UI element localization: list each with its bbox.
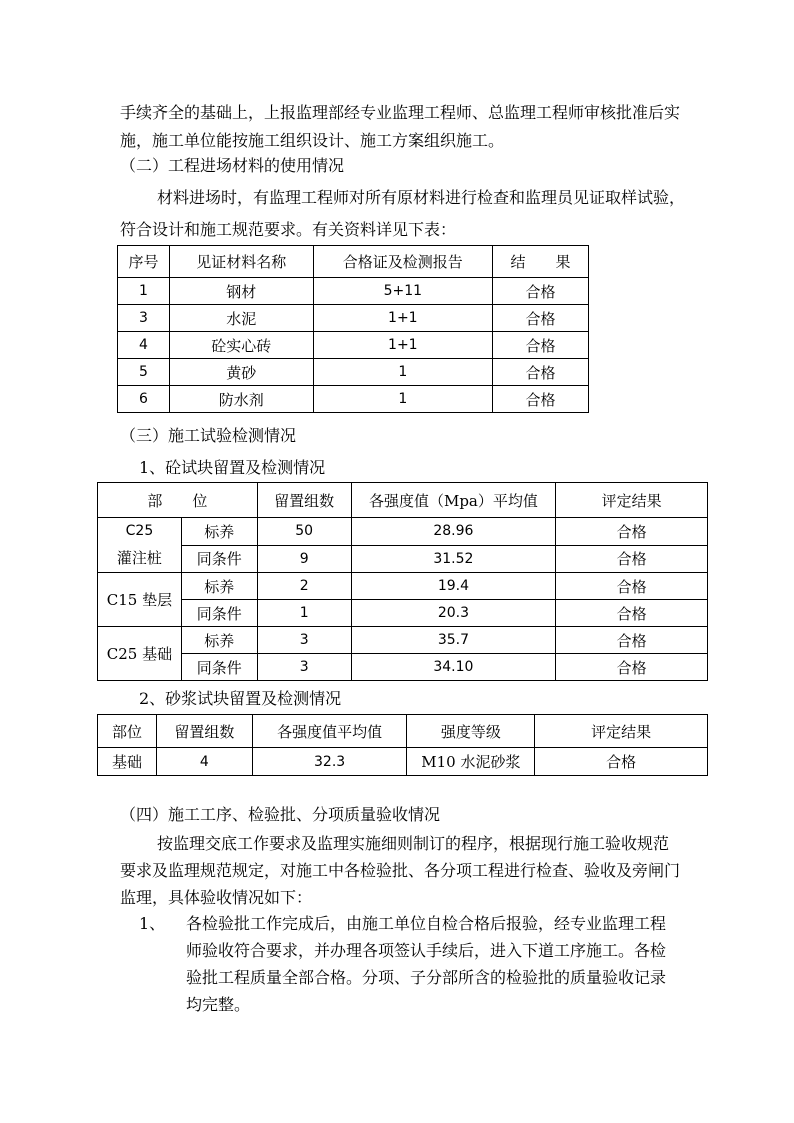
item1-line4: 均完整。: [186, 995, 251, 1014]
table-cell: 砼实心砖: [169, 332, 313, 359]
table-cell: 9: [257, 545, 351, 573]
table-cell: 合格: [556, 518, 708, 546]
table-cell: 1: [313, 386, 493, 413]
section2-heading: （二）工程进场材料的使用情况: [120, 156, 345, 175]
table-cell: 1: [118, 278, 170, 305]
item1-line1: 各检验批工作完成后，由施工单位自检合格后报验，经专业监理工程: [186, 914, 667, 933]
table-cell: 钢材: [169, 278, 313, 305]
header-cell: 见证材料名称: [169, 246, 313, 278]
section2-line2: 符合设计和施工规范要求。有关资料详见下表：: [120, 220, 457, 239]
header-cell: 评定结果: [535, 715, 708, 748]
table-cell: 同条件: [181, 600, 257, 627]
section3-sub1: 1、砼试块留置及检测情况: [139, 458, 326, 477]
table-cell: 合格: [493, 359, 589, 386]
table-cell: 4: [156, 748, 252, 776]
header-cell: 强度等级: [407, 715, 535, 748]
item1-marker: 1、: [139, 914, 166, 933]
table-cell: 4: [118, 332, 170, 359]
table-row: [98, 748, 708, 776]
table-cell: 1+1: [313, 332, 493, 359]
table-cell: 1: [257, 600, 351, 627]
table-cell: 50: [257, 518, 351, 546]
table-cell: 黄砂: [169, 359, 313, 386]
header-cell: 部 位: [98, 483, 258, 518]
group-cell: [98, 518, 182, 573]
header-cell: 合格证及检测报告: [313, 246, 493, 278]
group-name-line1: C25: [125, 523, 154, 539]
header-cell: 序号: [118, 246, 170, 278]
para1-line1: 手续齐全的基础上，上报监理部经专业监理工程师、总监理工程师审核批准后实: [120, 103, 681, 122]
table-row: [98, 545, 708, 573]
header-cell: 留置组数: [257, 483, 351, 518]
table-cell: 合格: [493, 305, 589, 332]
table-row: [98, 627, 708, 654]
table-cell: 同条件: [181, 654, 257, 681]
table-cell: 5: [118, 359, 170, 386]
table-row: [118, 278, 589, 305]
table-cell: 合格: [556, 573, 708, 600]
table-cell: 合格: [556, 627, 708, 654]
section4-line1: 按监理交底工作要求及监理实施细则制订的程序，根据现行施工验收规范: [157, 834, 670, 853]
table-cell: 合格: [493, 332, 589, 359]
group-name-line2: 灌注桩: [116, 549, 162, 567]
table-cell: 同条件: [181, 545, 257, 573]
table-cell: 3: [118, 305, 170, 332]
table-cell: 标养: [181, 518, 257, 546]
table-cell: 标养: [181, 627, 257, 654]
table-cell: 3: [257, 654, 351, 681]
table-cell: 19.4: [351, 573, 556, 600]
section2-line1: 材料进场时，有监理工程师对所有原材料进行检查和监理员见证取样试验，: [157, 188, 686, 207]
table-row: [98, 654, 708, 681]
item1-line2: 师验收符合要求，并办理各项签认手续后，进入下道工序施工。各检: [186, 941, 667, 960]
header-cell: 结 果: [493, 246, 589, 278]
header-cell: 各强度值平均值: [252, 715, 407, 748]
table-cell: 28.96: [351, 518, 556, 546]
item1-line3: 验批工程质量全部合格。分项、子分部所含的检验批的质量验收记录: [186, 968, 667, 987]
section4-line2: 要求及监理规范规定，对施工中各检验批、各分项工程进行检查、验收及旁闸门: [120, 861, 681, 880]
table-cell: 5+11: [313, 278, 493, 305]
header-cell: 各强度值（Mpa）平均值: [351, 483, 556, 518]
header-cell: 留置组数: [156, 715, 252, 748]
table-cell: 合格: [493, 386, 589, 413]
table-row: [118, 359, 589, 386]
section4-line3: 监理，具体验收情况如下：: [120, 888, 313, 907]
table-cell: 防水剂: [169, 386, 313, 413]
table-cell: 6: [118, 386, 170, 413]
table-cell: 合格: [556, 600, 708, 627]
table-row: [98, 573, 708, 600]
table-cell: 水泥: [169, 305, 313, 332]
section4-heading: （四）施工工序、检验批、分项质量验收情况: [120, 805, 441, 824]
materials-table: [117, 245, 589, 413]
table-cell: 1+1: [313, 305, 493, 332]
table-cell: 合格: [556, 654, 708, 681]
table-cell: 标养: [181, 573, 257, 600]
table-cell: 31.52: [351, 545, 556, 573]
table-row: [118, 305, 589, 332]
table-row: [98, 600, 708, 627]
table-cell: 合格: [556, 545, 708, 573]
mortar-test-table: [97, 714, 708, 776]
group-cell: C25 基础: [98, 627, 182, 681]
table-row: [98, 518, 708, 546]
table-cell: 20.3: [351, 600, 556, 627]
table-cell: 34.10: [351, 654, 556, 681]
header-cell: 评定结果: [556, 483, 708, 518]
group-cell: C15 垫层: [98, 573, 182, 627]
table-cell: M10 水泥砂浆: [407, 748, 535, 776]
table-cell: 2: [257, 573, 351, 600]
table-cell: 基础: [98, 748, 157, 776]
concrete-test-table: [97, 482, 708, 681]
section3-sub2: 2、砂浆试块留置及检测情况: [139, 689, 342, 708]
para1-line2: 施，施工单位能按施工组织设计、施工方案组织施工。: [120, 131, 505, 150]
table-cell: 3: [257, 627, 351, 654]
table-cell: 合格: [493, 278, 589, 305]
table-cell: 合格: [535, 748, 708, 776]
table-cell: 1: [313, 359, 493, 386]
table-row: [118, 386, 589, 413]
table-cell: 32.3: [252, 748, 407, 776]
header-cell: 部位: [98, 715, 157, 748]
section3-heading: （三）施工试验检测情况: [120, 426, 297, 445]
table-cell: 35.7: [351, 627, 556, 654]
table-row: [118, 332, 589, 359]
